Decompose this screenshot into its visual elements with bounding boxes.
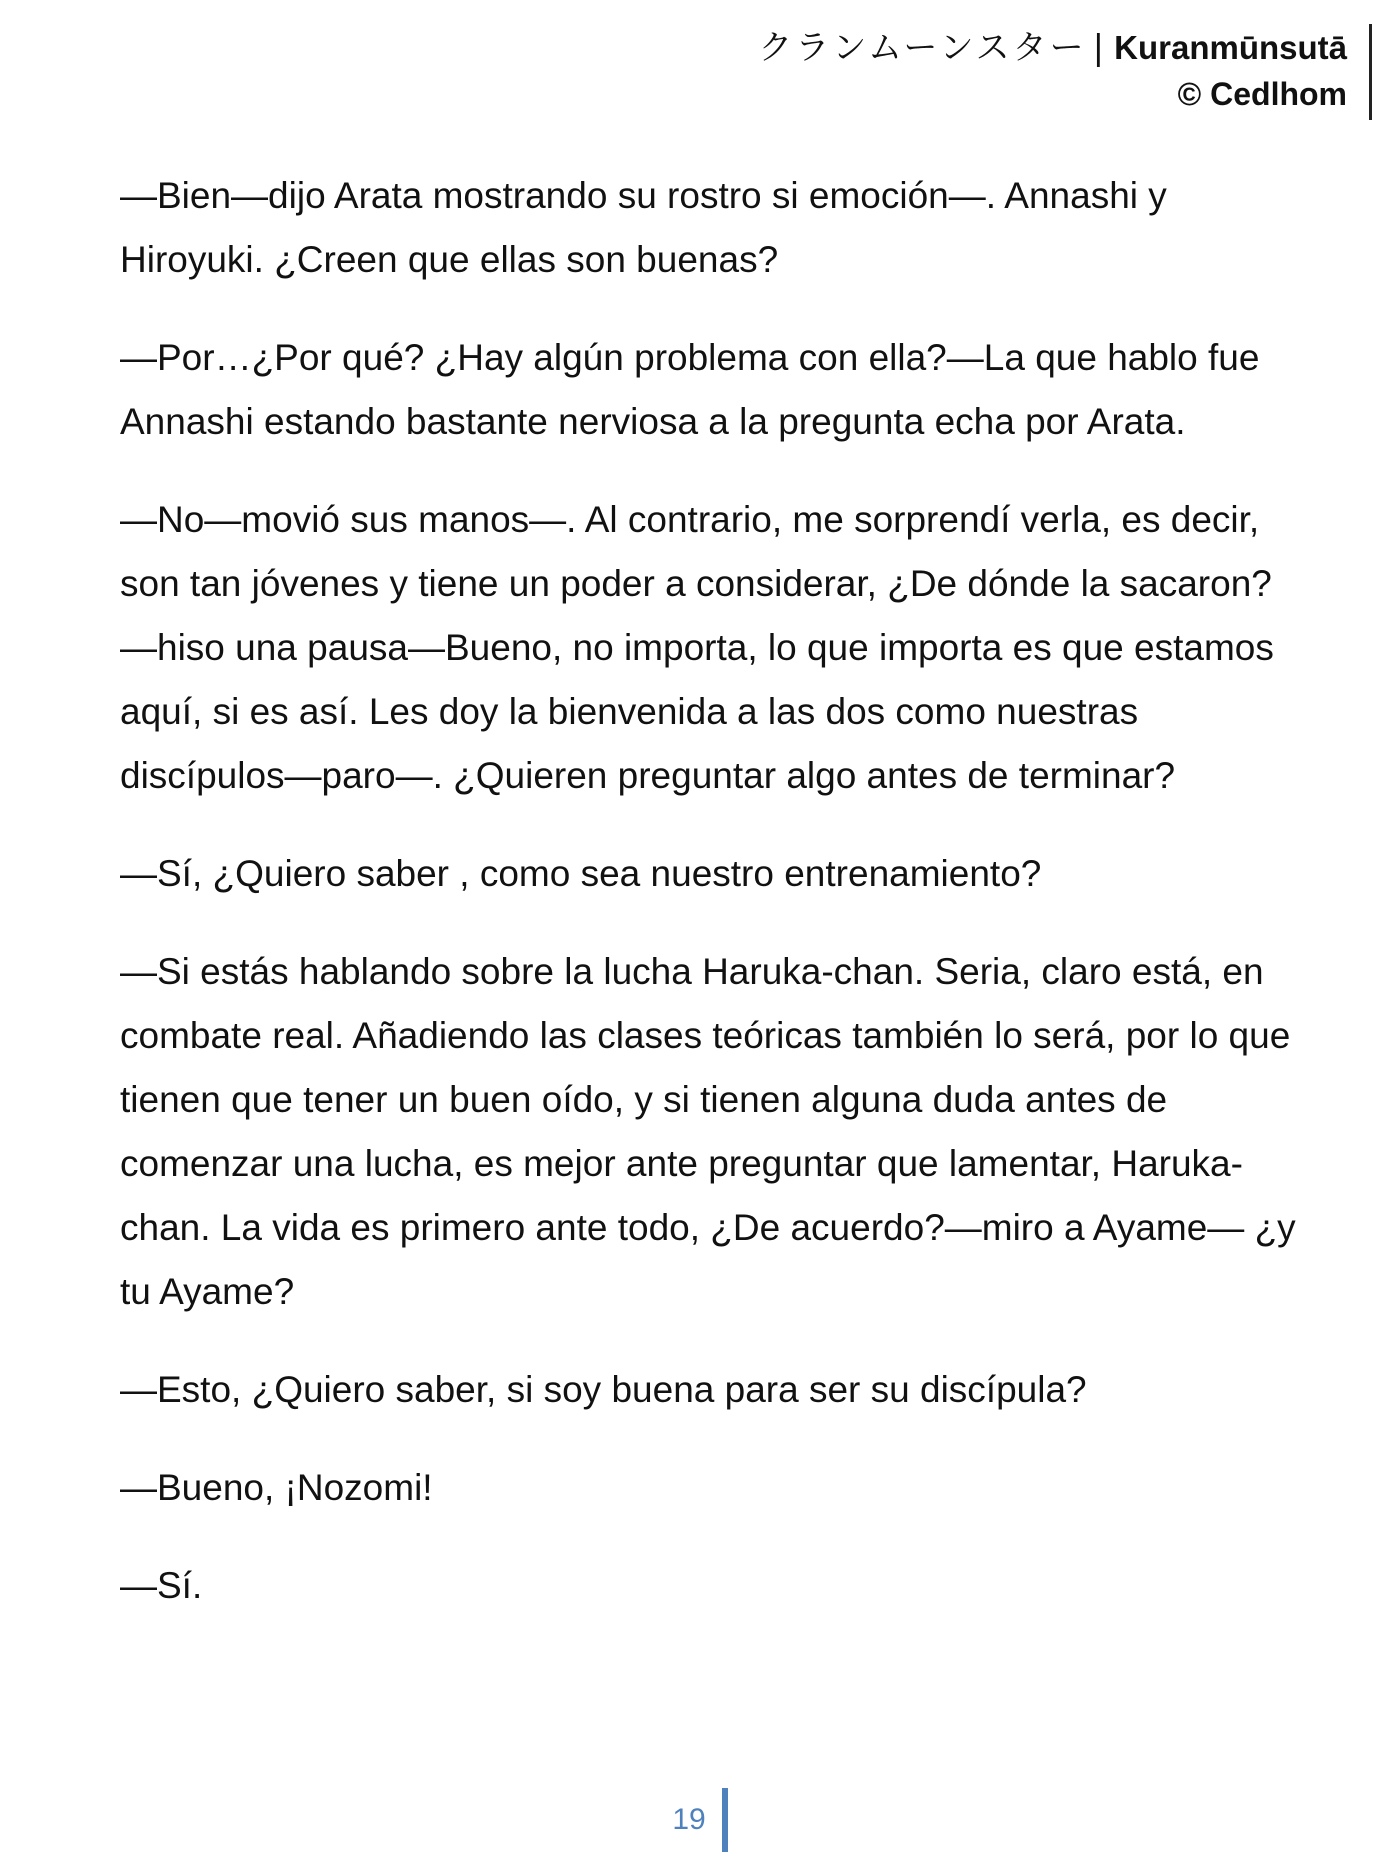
page-number-accent-bar	[722, 1788, 728, 1852]
paragraph: —Bueno, ¡Nozomi!	[120, 1467, 433, 1508]
page-footer	[0, 1788, 1400, 1852]
header-copyright: © Cedlhom	[1177, 76, 1347, 112]
paragraph: —Por…¿Por qué? ¿Hay algún problema con ella?—La que hablo fue Annashi estando bastante nerviosa a la pregunta echa por Arata.	[120, 337, 1260, 442]
header-romanized-title: Kuranmūnsutā	[1114, 29, 1347, 66]
header-japanese-title: クランムーンスター	[758, 28, 1087, 68]
paragraph: —Si estás hablando sobre la lucha Haruka-chan. Seria, claro está, en combate real. Añadiendo las clases teóricas también lo será, por lo que tienen que tener un buen oído, y si tienen alguna duda antes de comenzar una lucha, es mejor ante preguntar que lamentar, Haruka-chan. La vida es primero ante todo, ¿De acuerdo?—miro a Ayame— ¿y tu Ayame?	[120, 951, 1296, 1312]
page-header	[758, 24, 1372, 120]
page-number: 19	[672, 1803, 706, 1836]
paragraph: —No—movió sus manos—. Al contrario, me sorprendí verla, es decir, son tan jóvenes y tiene un poder a considerar, ¿De dónde la sacaron?—hiso una pausa—Bueno, no importa, lo que importa es que estamos aquí, si es así. Les doy la bienvenida a las dos como nuestras discípulos—paro—. ¿Quieren preguntar algo antes de terminar?	[120, 499, 1274, 796]
page-body	[120, 164, 1300, 1652]
paragraph: —Sí, ¿Quiero saber , como sea nuestro entrenamiento?	[120, 853, 1042, 894]
paragraph: —Esto, ¿Quiero saber, si soy buena para ser su discípula?	[120, 1369, 1087, 1410]
header-title-line	[758, 24, 1347, 72]
paragraph: —Bien—dijo Arata mostrando su rostro si emoción—. Annashi y Hiroyuki. ¿Creen que ellas son buenas?	[120, 175, 1167, 280]
header-separator: |	[1092, 28, 1105, 68]
paragraph: —Sí.	[120, 1565, 203, 1606]
